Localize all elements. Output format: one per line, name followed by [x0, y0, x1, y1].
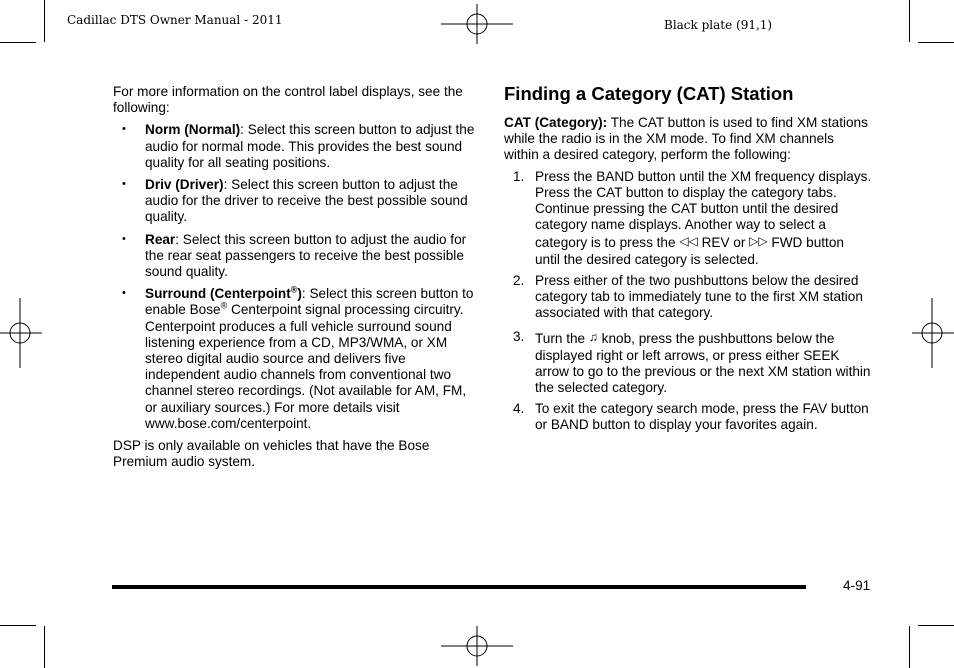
- registration-mark-right: [912, 298, 954, 368]
- footer-rule: [112, 585, 806, 589]
- step-number: 3.: [513, 329, 525, 345]
- step-text: Press either of the two pushbuttons below the desired category tab to immediately tune to the first XM station associated with that category.: [535, 272, 863, 321]
- page-number: 4-91: [843, 578, 871, 593]
- step-item: [504, 329, 872, 396]
- registration-mark-bottom: [441, 626, 513, 666]
- cat-text: The CAT button is used to find XM stations while the radio is in the XM mode. To find XM channels within a desired category, perform the following:: [504, 115, 868, 163]
- step-number: 4.: [513, 401, 525, 417]
- bullet-item: [113, 286, 481, 432]
- cat-paragraph: [504, 115, 872, 164]
- step-text: Press the BAND button until the XM frequency displays. Press the CAT button to display the category tabs. Continue pressing the CAT button until the desired category name displays. Another way to select a category is to press the: [535, 168, 872, 251]
- bullet-icon: •: [122, 178, 126, 191]
- bullet-term: Rear: [145, 231, 176, 247]
- bullet-text-cont: Centerpoint signal processing circuitry. Centerpoint produces a full vehicle surround sound listening experience from a CD, MP3/WMA, or XM stereo digital audio source and delivers five independent audio channels from conventional two channel stereo recordings. (Not available for AM, FM, or auxiliary sources.) For more details visit www.bose.com/centerpoint.: [145, 302, 467, 431]
- bullet-item: [113, 232, 481, 281]
- step-text: knob, press the pushbuttons below the displayed right or left arrows, or press either SEEK arrow to go to the previous or the next XM station within the selected category.: [535, 331, 871, 396]
- step-text: Turn the: [535, 331, 589, 347]
- plate-label: Black plate (91,1): [664, 18, 773, 32]
- step-text: REV or: [697, 235, 750, 251]
- bullet-icon: •: [122, 123, 126, 136]
- step-item: [504, 401, 872, 433]
- bullet-term: [145, 286, 302, 301]
- step-number: 2.: [513, 272, 525, 288]
- step-item: [504, 169, 872, 268]
- registered-mark: ®: [220, 300, 228, 311]
- bullet-item: [113, 177, 481, 226]
- intro-text: For more information on the control label displays, see the following:: [113, 84, 463, 116]
- step-number: 1.: [513, 168, 525, 184]
- bullet-term: Driv (Driver): [145, 177, 224, 193]
- bullet-term-end: ): [297, 286, 302, 302]
- bullet-icon: •: [122, 232, 126, 245]
- right-column: [504, 83, 872, 434]
- section-heading: Finding a Category (CAT) Station: [504, 83, 794, 104]
- bullet-term-text: Surround (Centerpoint: [145, 286, 291, 302]
- registration-mark-top: [441, 4, 513, 44]
- rev-icon: ◁◁: [679, 234, 698, 249]
- bullet-text: : Select this screen button to adjust the audio for the rear seat passengers to receive the best possible sound quality.: [145, 231, 467, 280]
- step-text: To exit the category search mode, press the FAV button or BAND button to display your favorites again.: [535, 401, 869, 433]
- fwd-icon: ▷▷: [749, 234, 768, 249]
- bullet-text: : Select this screen button to adjust the audio for the driver to receive the best possible sound quality.: [145, 177, 468, 225]
- registration-mark-left: [0, 298, 42, 368]
- step-item: [504, 273, 872, 322]
- bullet-term: Norm (Normal): [145, 122, 241, 138]
- step-text: FWD button until the desired category is selected.: [535, 235, 844, 267]
- bullet-icon: •: [122, 287, 126, 300]
- outro-text: DSP is only available on vehicles that have the Bose Premium audio system.: [113, 438, 430, 470]
- left-column: [113, 84, 481, 470]
- registered-mark: ®: [290, 284, 298, 295]
- tune-knob-icon: ♫: [588, 330, 598, 345]
- manual-title: Cadillac DTS Owner Manual - 2011: [67, 13, 283, 27]
- bullet-text: : Select this screen button to enable Bose: [145, 286, 474, 318]
- cat-term: CAT (Category):: [504, 115, 608, 130]
- bullet-item: [113, 122, 481, 171]
- bullet-text: : Select this screen button to adjust the audio for normal mode. This provides the best sound quality for all seating positions.: [145, 122, 475, 170]
